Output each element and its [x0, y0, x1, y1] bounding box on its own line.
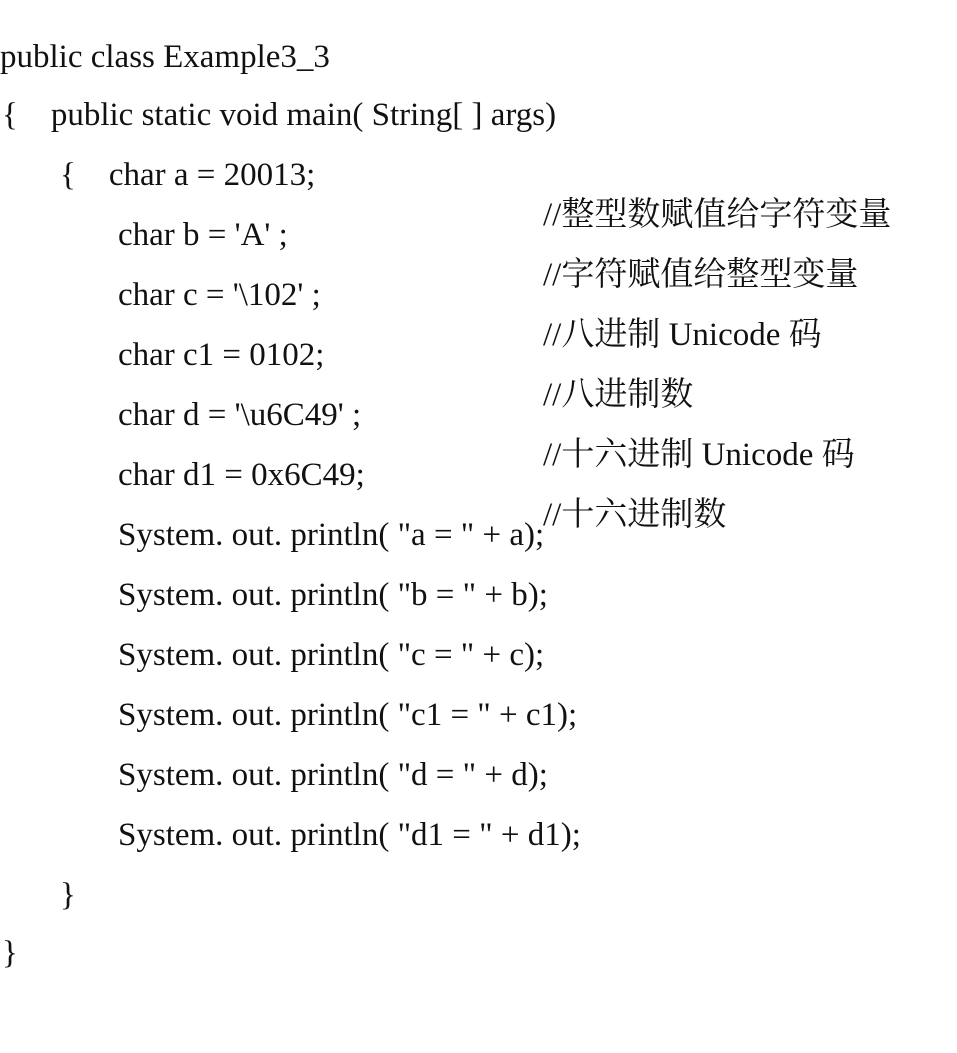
code-text: System. out. println( "d1 = " + d1);	[118, 817, 581, 853]
code-comment: //十六进制 Unicode 码	[543, 437, 855, 473]
code-text: System. out. println( "a = " + a);	[118, 517, 545, 553]
code-comment: //十六进制数	[543, 497, 727, 533]
code-text: { public static void main( String[ ] args)	[2, 97, 557, 133]
code-text: }	[2, 935, 18, 971]
code-text: { char a = 20013;	[60, 157, 316, 193]
code-line	[0, 835, 76, 913]
code-text: char c1 = 0102;	[118, 337, 325, 373]
code-text: char d1 = 0x6C49;	[118, 457, 365, 493]
code-text: System. out. println( "c = " + c);	[118, 637, 545, 673]
code-comment: //八进制数	[543, 377, 694, 413]
code-text: System. out. println( "c1 = " + c1);	[118, 697, 578, 733]
code-comment: //字符赋值给整型变量	[543, 257, 859, 293]
code-text: System. out. println( "b = " + b);	[118, 577, 548, 613]
code-line	[0, 893, 33, 971]
code-text: char d = '\u6C49' ;	[118, 397, 362, 433]
code-text: char c = '\102' ;	[118, 277, 321, 313]
code-text: }	[60, 877, 76, 913]
code-comment: //八进制 Unicode 码	[543, 317, 822, 353]
code-line	[0, 595, 545, 673]
code-line	[0, 715, 548, 793]
code-comment: //整型数赋值给字符变量	[543, 197, 892, 233]
code-text: System. out. println( "d = " + d);	[118, 757, 548, 793]
code-text: public class Example3_3	[0, 39, 330, 75]
code-text: char b = 'A' ;	[118, 217, 288, 253]
code-line	[0, 0, 330, 75]
